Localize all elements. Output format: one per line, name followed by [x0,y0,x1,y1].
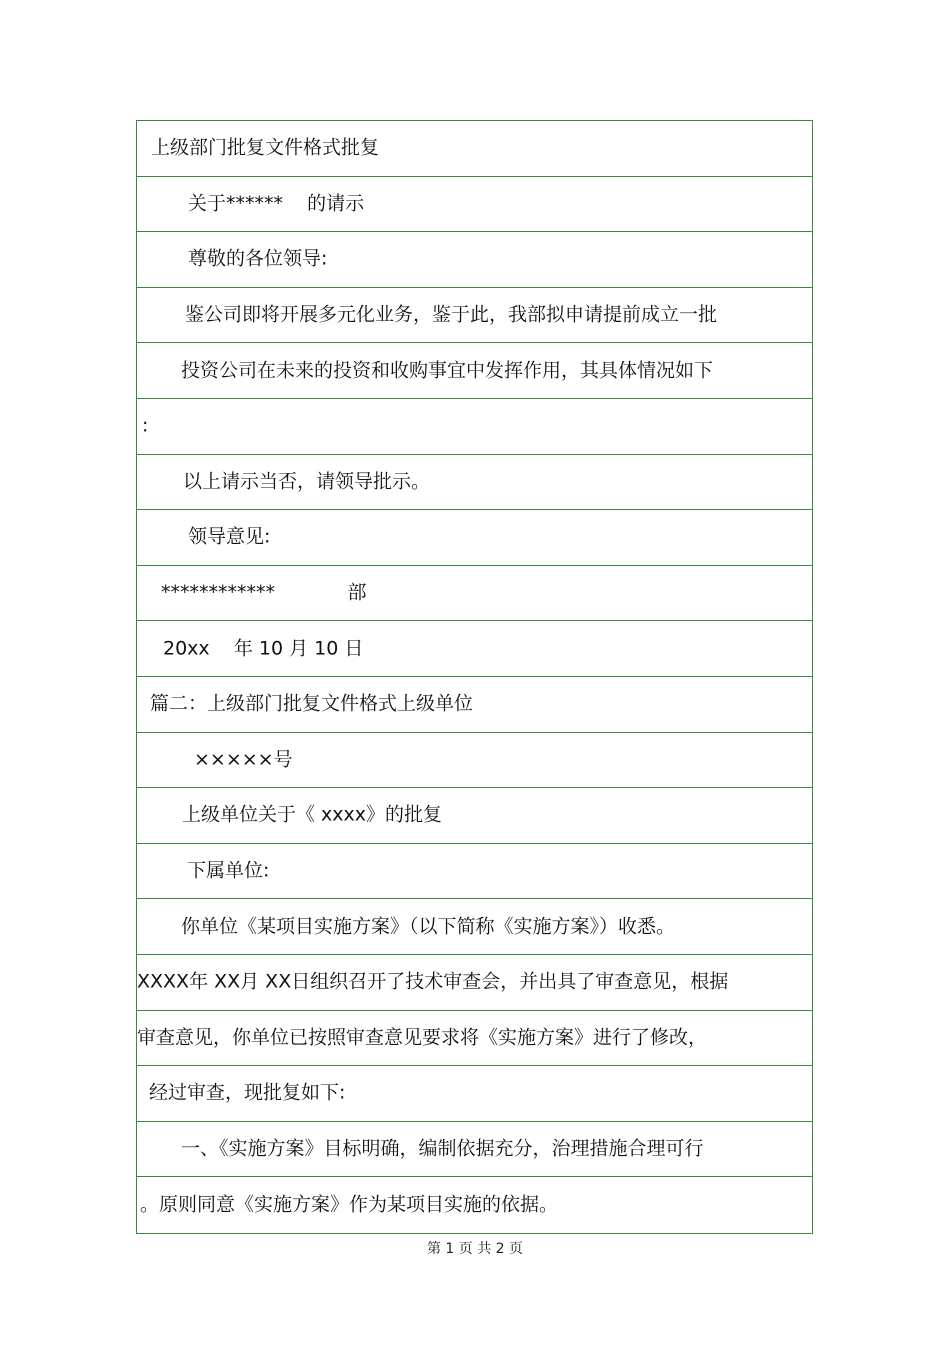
text-line: 投资公司在未来的投资和收购事宜中发挥作用，其具体情况如下 [181,359,714,382]
text-line: 关于****** 的请示 [188,192,365,215]
table-row [137,121,812,177]
table-row [137,566,812,622]
document-number: ×××××号 [194,748,293,771]
text-line: ************ 部 [161,581,367,604]
table-row [137,288,812,344]
text-line: 尊敬的各位领导: [188,247,328,270]
text-line: 审查意见，你单位已按照审查意见要求将《实施方案》进行了修改， [137,1026,708,1049]
text-line: 一、《实施方案》目标明确，编制依据充分，治理措施合理可行 [181,1137,704,1160]
text-line: : [142,414,149,437]
table-row [137,844,812,900]
table-row [137,232,812,288]
table-row [137,399,812,455]
document-table [136,120,813,1234]
table-row [137,899,812,955]
text-line: 上级单位关于《 xxxx》的批复 [182,803,443,826]
text-line: 以上请示当否，请领导批示。 [183,470,431,493]
table-row [137,1122,812,1178]
table-row [137,1066,812,1122]
table-row [137,677,812,733]
page-footer: 第 1 页 共 2 页 [426,1241,524,1257]
date-line: 20xx 年 10 月 10 日 [163,637,364,660]
table-row [137,177,812,233]
text-line: 鉴公司即将开展多元化业务，鉴于此，我部拟申请提前成立一批 [185,303,718,326]
table-row [137,788,812,844]
document-title: 上级部门批复文件格式批复 [151,136,380,159]
section-heading: 篇二：上级部门批复文件格式上级单位 [150,692,474,715]
table-row [137,510,812,566]
table-row [137,621,812,677]
text-line: XXXX年 XX月 XX日组织召开了技术审查会，并出具了审查意见，根据 [137,970,729,993]
table-row [137,455,812,511]
table-row [137,1177,812,1233]
table-row [137,955,812,1011]
table-row [137,1011,812,1067]
text-line: 领导意见: [188,525,271,548]
text-line: 经过审查，现批复如下: [149,1081,346,1104]
text-line: 你单位《某项目实施方案》（以下简称《实施方案》）收悉。 [181,915,676,938]
table-row [137,733,812,789]
text-line: 下属单位: [187,859,270,882]
table-row [137,343,812,399]
text-line: 。原则同意《实施方案》作为某项目实施的依据。 [140,1193,559,1216]
